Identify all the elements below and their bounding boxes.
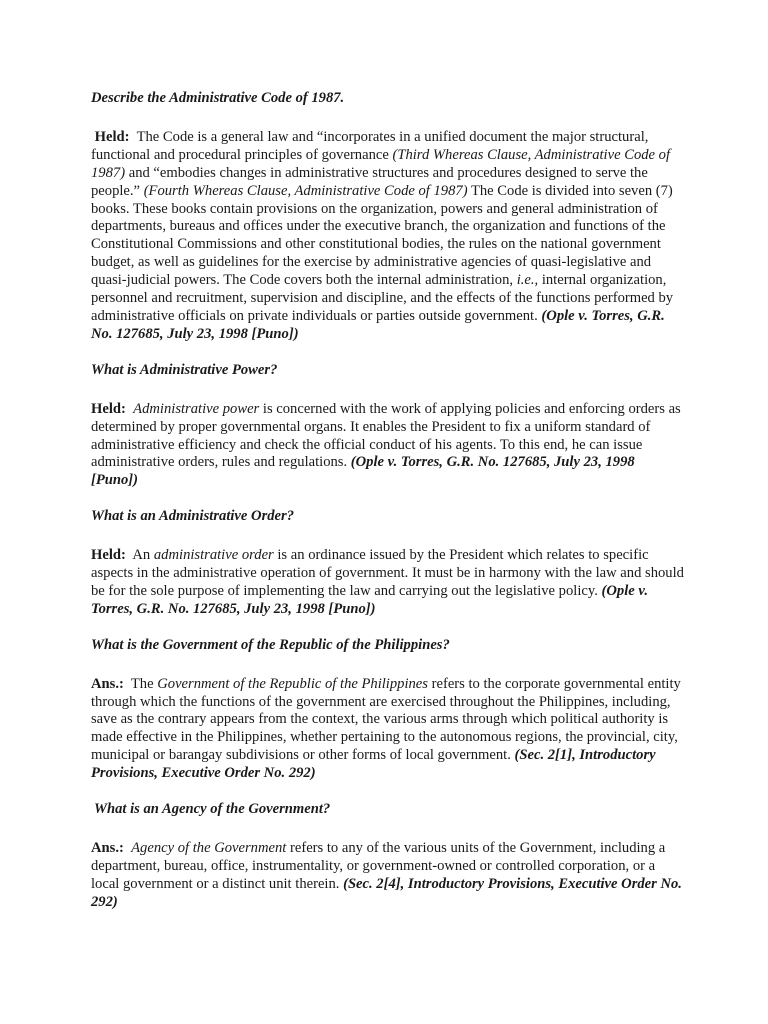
held-label: Held:	[94, 128, 130, 145]
held-label: Held:	[91, 400, 126, 417]
answer-paragraph	[91, 547, 685, 619]
answer-paragraph	[91, 840, 685, 912]
ans-label: Ans.:	[91, 840, 124, 856]
held-label: Held:	[91, 547, 126, 564]
answer-paragraph	[91, 129, 685, 344]
italic-term: Administrative power	[133, 400, 260, 417]
case-citation: (Ople v. Torres, G.R. No. 127685, July 23, 1998 [Puno])	[91, 454, 635, 489]
answer-paragraph	[91, 401, 685, 491]
ans-label: Ans.:	[91, 675, 124, 692]
italic-term: Agency of the Government	[131, 840, 287, 856]
case-citation: (Sec. 2[1], Introductory Provisions, Executive Order No. 292)	[91, 747, 656, 782]
answer-text: internal organization, personnel and recruitment, supervision and discipline, and the effects of the functions performed by administrative officials on private individuals or parties outside government.	[91, 272, 674, 324]
question-heading: What is the Government of the Republic of the Philippines?	[91, 636, 450, 653]
answer-text: is an ordinance issued by the President which relates to specific aspects in the administrative operation of government. It must be in harmony with the law and should be for the sole purpose of implementing the law and carrying out the legislative policy.	[91, 547, 684, 599]
italic-term: administrative order	[153, 547, 274, 564]
italic-text: i.e.,	[516, 272, 539, 289]
italic-citation: (Fourth Whereas Clause, Administrative Code of 1987)	[143, 182, 468, 199]
answer-text: The	[130, 675, 158, 692]
italic-citation: (Third Whereas Clause, Administrative Code of 1987)	[91, 146, 671, 181]
italic-term: Government of the Republic of the Philippines	[157, 675, 428, 692]
answer-text: The Code is divided into seven (7) books. These books contain provisions on the organization, powers and general administration of departments, bureaus and offices under the executive branch, the organization and functions of the Constitutional Commissions and other constitutional bodies, the rules on the national government budget, as well as guidelines for the exercise by administrative agencies of quasi-legislative and quasi-judicial powers. The Code covers both the internal administration,	[91, 182, 673, 289]
answer-text: refers to the corporate governmental entity through which the functions of the government are exercised throughout the Philippines, including, save as the contrary appears from the context, the various arms through which political authority is made effective in the Philippines, whether pertaining to the autonomous regions, the provincial, city, municipal or barangay subdivisions or other forms of local government.	[91, 675, 681, 764]
answer-text: is concerned with the work of applying policies and enforcing orders as determined by proper governmental organs. It enables the President to fix a uniform standard of administrative efficiency and check the official conduct of his agents. To this end, he can issue administrative orders, rules and regulations.	[91, 400, 681, 471]
answer-text: The Code is a general law and “incorporates in a unified document the major structural, functional and procedural principles of governance	[91, 128, 649, 163]
case-citation: (Sec. 2[4], Introductory Provisions, Executive Order No. 292)	[91, 875, 682, 910]
answer-text: refers to any of the various units of the Government, including a department, bureau, office, instrumentality, or government-owned or controlled corporation, or a local government or a distinct unit therein.	[91, 840, 666, 892]
answer-text: An	[132, 547, 154, 564]
case-citation: (Ople v. Torres, G.R. No. 127685, July 23, 1998 [Puno])	[91, 582, 648, 617]
answer-text: and “embodies changes in administrative structures and procedures designed to serve the people.”	[91, 164, 648, 199]
document-page	[91, 90, 685, 930]
case-citation: (Ople v. Torres, G.R. No. 127685, July 23, 1998 [Puno])	[91, 307, 665, 342]
answer-paragraph	[91, 676, 685, 783]
question-heading: What is an Administrative Order?	[91, 508, 294, 525]
question-heading: Describe the Administrative Code of 1987.	[91, 90, 345, 106]
question-heading: What is an Agency of the Government?	[94, 801, 331, 818]
question-heading: What is Administrative Power?	[91, 361, 278, 378]
